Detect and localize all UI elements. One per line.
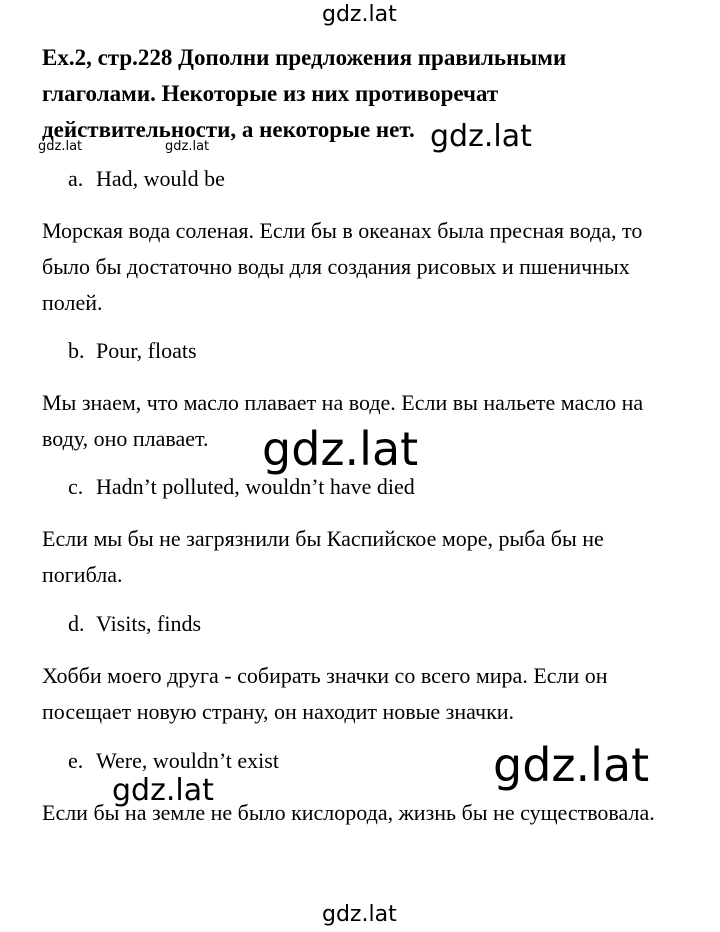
watermark-medium-left: gdz.lat	[112, 773, 214, 808]
watermark-large-right: gdz.lat	[493, 738, 650, 792]
item-answer: Were, wouldn’t exist	[96, 748, 279, 773]
translation-c: Если мы бы не загрязнили бы Каспийское море, рыба бы не погибла.	[42, 526, 604, 587]
watermark-bottom: gdz.lat	[322, 902, 397, 927]
answer-item-d	[68, 609, 201, 639]
watermark-large-center: gdz.lat	[262, 422, 419, 476]
item-letter: c.	[68, 474, 84, 499]
translation-a: Морская вода соленая. Если бы в океанах была пресная вода, то было бы достаточно воды для создания рисовых и пшеничных полей.	[42, 218, 643, 315]
translation-d: Хобби моего друга - собирать значки со всего мира. Если он посещает новую страну, он находит новые значки.	[42, 663, 608, 724]
watermark-small-left: gdz.lat	[38, 139, 83, 154]
item-answer: Visits, finds	[96, 611, 202, 636]
item-answer: Hadn’t polluted, wouldn’t have died	[96, 474, 415, 499]
item-letter: a.	[68, 166, 84, 191]
item-letter: d.	[68, 611, 85, 636]
item-answer: Pour, floats	[96, 338, 197, 363]
translation-e: Если бы на земле не было кислорода, жизнь бы не существовала.	[42, 800, 655, 825]
translation-b: Мы знаем, что масло плавает на воде. Если вы нальете масло на воду, оно плавает.	[42, 390, 644, 451]
watermark-after-title: gdz.lat	[430, 119, 532, 154]
item-letter: b.	[68, 338, 85, 363]
item-answer: Had, would be	[96, 166, 225, 191]
exercise-title: Ex.2, стр.228 Дополни предложения правильными глаголами. Некоторые из них противоречат действительности, а некоторые нет.	[42, 45, 567, 142]
item-letter: e.	[68, 748, 84, 773]
answer-item-b	[68, 336, 197, 366]
watermark-small-middle: gdz.lat	[165, 139, 210, 154]
answer-item-a	[68, 164, 225, 194]
watermark-top: gdz.lat	[322, 2, 397, 27]
answer-item-c	[68, 472, 415, 502]
answer-item-e	[68, 746, 279, 776]
